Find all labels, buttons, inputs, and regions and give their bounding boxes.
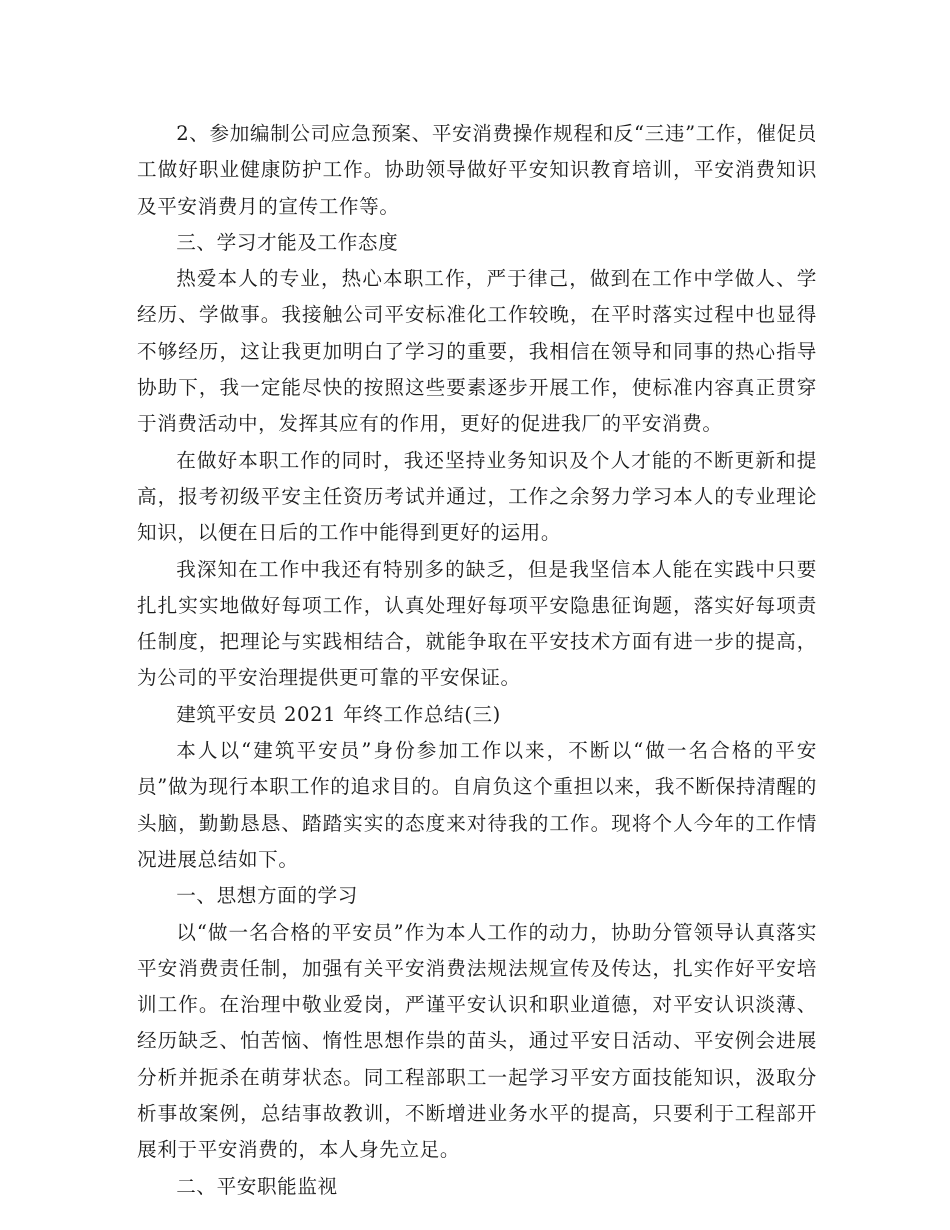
- document-body: [137, 116, 817, 1205]
- paragraph-love-profession: 热爱本人的专业，热心本职工作，严于律己，做到在工作中学做人、学经历、学做事。我接触公司平安标准化工作较晚，在平时落实过程中也显得不够经历，这让我更加明白了学习的重要，我相信在领导和同事的热心指导协助下，我一定能尽快的按照这些要素逐步开展工作，使标准内容真正贯穿于消费活动中，发挥其应有的作用，更好的促进我厂的平安消费。: [137, 267, 817, 436]
- paragraph-motivation: 以“做一名合格的平安员”作为本人工作的动力，协助分管领导认真落实平安消费责任制，加强有关平安消费法规法规宣传及传达，扎实作好平安培训工作。在治理中敬业爱岗，严谨平安认识和职业道德，对平安认识淡薄、经历缺乏、怕苦恼、惰性思想作祟的苗头，通过平安日活动、平安例会进展分析并扼杀在萌芽状态。同工程部职工一起学习平安方面技能知识，汲取分析事故案例，总结事故教训，不断增进业务水平的提高，只要利于工程部开展利于平安消费的，本人身先立足。: [137, 920, 817, 1162]
- paragraph-introduction: 本人以“建筑平安员”身份参加工作以来，不断以“做一名合格的平安员”做为现行本职工作的追求目的。自肩负这个重担以来，我不断保持清醒的头脑，勤勤恳恳、踏踏实实的态度来对待我的工作。现将个人今年的工作情况进展总结如下。: [137, 739, 817, 871]
- document-subtitle-summary-3: 建筑平安员 2021 年终工作总结(三): [176, 702, 501, 726]
- section-heading-thought-learning: 一、思想方面的学习: [176, 884, 358, 908]
- paragraph-shortcomings: 我深知在工作中我还有特别多的缺乏，但是我坚信本人能在实践中只要扎扎实实地做好每项工作，认真处理好每项平安隐患征询题，落实好每项责任制度，把理论与实践相结合，就能争取在平安技术方面有进一步的提高，为公司的平安治理提供更可靠的平安保证。: [137, 557, 817, 690]
- section-heading-learning-attitude: 三、学习才能及工作态度: [176, 230, 399, 254]
- paragraph-item-2-duties: 2、参加编制公司应急预案、平安消费操作规程和反“三违”工作，催促员工做好职业健康防护工作。协助领导做好平安知识教育培训，平安消费知识及平安消费月的宣传工作等。: [137, 122, 817, 218]
- paragraph-knowledge-update: 在做好本职工作的同时，我还坚持业务知识及个人才能的不断更新和提高，报考初级平安主任资历考试并通过，工作之余努力学习本人的专业理论知识，以便在日后的工作中能得到更好的运用。: [137, 448, 817, 545]
- section-heading-safety-supervision: 二、平安职能监视: [176, 1174, 338, 1198]
